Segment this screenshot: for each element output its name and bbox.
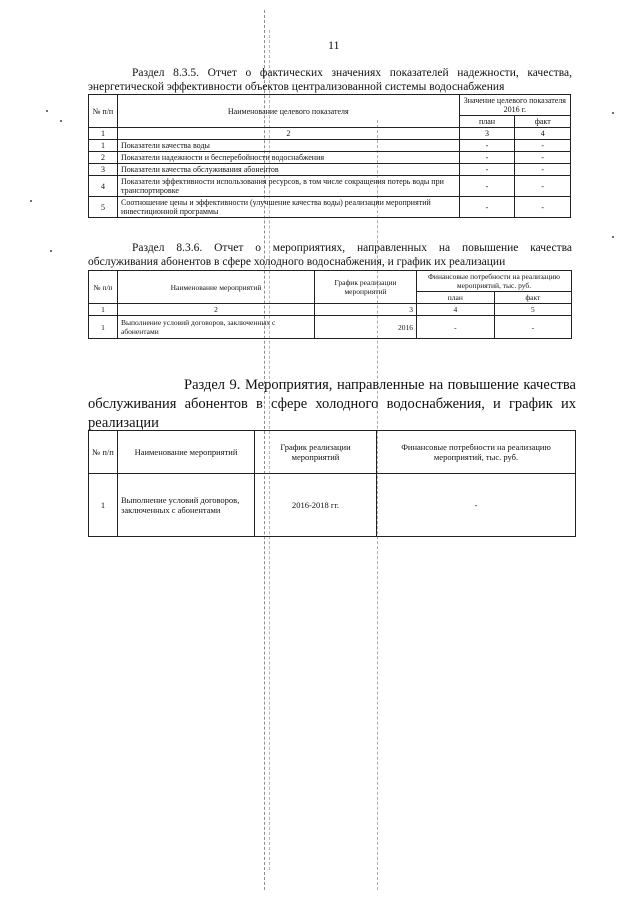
row-name: Показатели эффективности использования ресурсов, в том числе сокращения потерь воды при транспортировке bbox=[118, 176, 460, 197]
row-finance: - bbox=[377, 474, 576, 537]
table-row bbox=[89, 197, 571, 218]
row-fact: - bbox=[515, 140, 571, 152]
col-plan: план bbox=[417, 292, 495, 304]
col-indicator-name: Наименование целевого показателя bbox=[118, 95, 460, 128]
col-plan: план bbox=[459, 116, 515, 128]
table-row bbox=[89, 474, 576, 537]
col-measure-name: Наименование мероприятий bbox=[118, 271, 315, 304]
col-finance: Финансовые потребности на реализацию мероприятий, тыс. руб. bbox=[417, 271, 572, 292]
row-schedule: 2016-2018 гг. bbox=[255, 474, 377, 537]
row-fact: - bbox=[515, 164, 571, 176]
col-number: № п/п bbox=[89, 431, 118, 474]
row-plan: - bbox=[459, 140, 515, 152]
scan-artifact-dot bbox=[612, 112, 614, 114]
row-number: 2 bbox=[89, 152, 118, 164]
row-fact: - bbox=[494, 316, 571, 339]
col-index: 3 bbox=[459, 128, 515, 140]
row-name: Выполнение условий договоров, заключенных с абонентами bbox=[118, 474, 255, 537]
col-measure-name: Наименование мероприятий bbox=[118, 431, 255, 474]
col-index: 2 bbox=[118, 304, 315, 316]
measures-report-table bbox=[88, 270, 572, 339]
row-plan: - bbox=[459, 164, 515, 176]
col-index: 4 bbox=[417, 304, 495, 316]
row-plan: - bbox=[459, 152, 515, 164]
col-fact: факт bbox=[494, 292, 571, 304]
section-9-heading: Раздел 9. Мероприятия, направленные на повышение качества обслуживания абонентов в сфере холодного водоснабжения, и график их реализации bbox=[88, 377, 576, 431]
row-number: 1 bbox=[89, 140, 118, 152]
col-index: 1 bbox=[89, 128, 118, 140]
scan-artifact-dot bbox=[50, 250, 52, 252]
table-row bbox=[89, 176, 571, 197]
table-row bbox=[89, 140, 571, 152]
scan-artifact-dot bbox=[60, 120, 62, 122]
scan-artifact-dot bbox=[30, 200, 32, 202]
col-index: 1 bbox=[89, 304, 118, 316]
row-name: Показатели надежности и бесперебойности водоснабжения bbox=[118, 152, 460, 164]
row-name: Выполнение условий договоров, заключенных с абонентами bbox=[118, 316, 315, 339]
col-finance: Финансовые потребности на реализацию мероприятий, тыс. руб. bbox=[377, 431, 576, 474]
col-schedule: График реализации мероприятий bbox=[255, 431, 377, 474]
row-number: 1 bbox=[89, 474, 118, 537]
measures-plan-table bbox=[88, 430, 576, 537]
scan-artifact-dot bbox=[612, 236, 614, 238]
row-name: Показатели качества обслуживания абонентов bbox=[118, 164, 460, 176]
row-fact: - bbox=[515, 152, 571, 164]
row-number: 4 bbox=[89, 176, 118, 197]
row-number: 3 bbox=[89, 164, 118, 176]
row-fact: - bbox=[515, 176, 571, 197]
page-number: 11 bbox=[328, 38, 340, 52]
col-number: № п/п bbox=[89, 271, 118, 304]
indicators-table bbox=[88, 94, 571, 218]
table-row bbox=[89, 164, 571, 176]
col-index: 4 bbox=[515, 128, 571, 140]
col-index: 2 bbox=[118, 128, 460, 140]
col-indicator-value: Значение целевого показателя 2016 г. bbox=[459, 95, 570, 116]
table-row bbox=[89, 316, 572, 339]
section-836-heading: Раздел 8.3.6. Отчет о мероприятиях, направленных на повышение качества обслуживания абонентов в сфере холодного водоснабжения, и график их реализации bbox=[88, 242, 572, 268]
col-fact: факт bbox=[515, 116, 571, 128]
row-plan: - bbox=[459, 197, 515, 218]
row-name: Соотношение цены и эффективности (улучшение качества воды) реализации мероприятий инвестиционной программы bbox=[118, 197, 460, 218]
row-fact: - bbox=[515, 197, 571, 218]
row-schedule: 2016 bbox=[315, 316, 417, 339]
table-row bbox=[89, 152, 571, 164]
row-number: 1 bbox=[89, 316, 118, 339]
col-index: 3 bbox=[315, 304, 417, 316]
col-index: 5 bbox=[494, 304, 571, 316]
row-plan: - bbox=[459, 176, 515, 197]
col-schedule: График реализации мероприятий bbox=[315, 271, 417, 304]
scan-artifact-dot bbox=[46, 110, 48, 112]
section-835-heading: Раздел 8.3.5. Отчет о фактических значениях показателей надежности, качества, энергетической эффективности объектов централизованной системы водоснабжения bbox=[88, 67, 572, 93]
col-number: № п/п bbox=[89, 95, 118, 128]
row-name: Показатели качества воды bbox=[118, 140, 460, 152]
row-plan: - bbox=[417, 316, 495, 339]
row-number: 5 bbox=[89, 197, 118, 218]
